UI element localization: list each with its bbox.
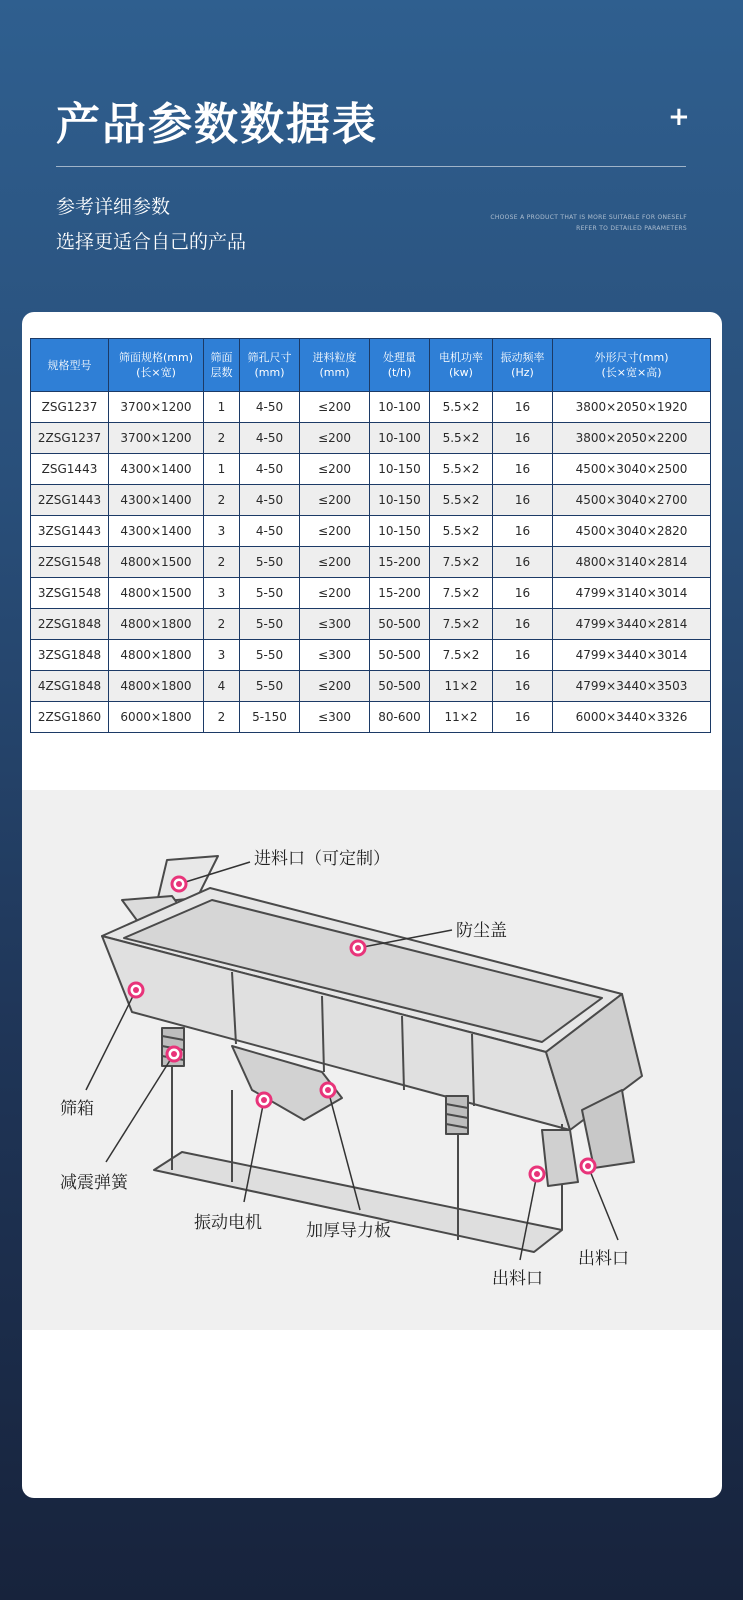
table-cell: 4799×3440×2814 [553, 609, 711, 640]
table-cell: 16 [493, 702, 553, 733]
header-line-2: (mm) [319, 366, 350, 379]
content-card [22, 312, 722, 1498]
table-header-cell [31, 339, 109, 392]
table-cell: 4300×1400 [109, 516, 204, 547]
header-line-2: (mm) [254, 366, 285, 379]
table-header-cell [553, 339, 711, 392]
subtitle-line-2: 选择更适合自己的产品 [56, 231, 247, 253]
table-cell: 4 [204, 671, 240, 702]
table-cell: 5-50 [240, 547, 300, 578]
table-cell: 3700×1200 [109, 423, 204, 454]
table-cell: 3ZSG1848 [31, 640, 109, 671]
table-cell: ZSG1443 [31, 454, 109, 485]
label-damping-spring: 减震弹簧 [60, 1173, 128, 1193]
table-header-cell [240, 339, 300, 392]
label-outlet-2: 出料口 [578, 1249, 629, 1269]
label-vibration-motor: 振动电机 [194, 1213, 262, 1233]
header-line-1: 筛面 [210, 351, 233, 364]
table-row [31, 671, 711, 702]
table-cell: 2 [204, 547, 240, 578]
table-header-cell [370, 339, 430, 392]
table-cell: 5.5×2 [430, 454, 493, 485]
header-divider [56, 166, 686, 167]
table-row [31, 423, 711, 454]
header-line-1: 处理量 [383, 351, 416, 364]
table-header-cell [493, 339, 553, 392]
table-cell: 10-150 [370, 485, 430, 516]
table-cell: 5-50 [240, 671, 300, 702]
table-cell: 16 [493, 485, 553, 516]
table-cell: 4799×3140×3014 [553, 578, 711, 609]
table-cell: 4800×1800 [109, 640, 204, 671]
header-line-1: 振动频率 [500, 351, 545, 364]
table-cell: ≤200 [300, 516, 370, 547]
table-cell: 2 [204, 423, 240, 454]
table-cell: 16 [493, 547, 553, 578]
table-cell: 4800×1800 [109, 671, 204, 702]
table-cell: 3700×1200 [109, 392, 204, 423]
table-row [31, 454, 711, 485]
table-cell: 5.5×2 [430, 516, 493, 547]
table-cell: ≤200 [300, 671, 370, 702]
table-cell: 2ZSG1548 [31, 547, 109, 578]
header-line-1: 外形尺寸(mm) [594, 351, 669, 364]
table-cell: ≤200 [300, 547, 370, 578]
table-cell: 10-100 [370, 423, 430, 454]
table-cell: ≤200 [300, 578, 370, 609]
header-line-2: (长×宽) [136, 366, 176, 379]
table-cell: 16 [493, 609, 553, 640]
table-header-cell [430, 339, 493, 392]
table-cell: ≤200 [300, 423, 370, 454]
table-cell: 6000×3440×3326 [553, 702, 711, 733]
header-line-1: 筛孔尺寸 [247, 351, 292, 364]
table-cell: 3800×2050×1920 [553, 392, 711, 423]
table-row [31, 547, 711, 578]
table-cell: ≤300 [300, 640, 370, 671]
table-cell: 7.5×2 [430, 609, 493, 640]
plus-icon[interactable]: + [668, 102, 690, 132]
subtitle [56, 190, 246, 260]
table-cell: 4ZSG1848 [31, 671, 109, 702]
table-cell: 3 [204, 640, 240, 671]
table-cell: 10-150 [370, 454, 430, 485]
table-cell: 4300×1400 [109, 454, 204, 485]
table-cell: 80-600 [370, 702, 430, 733]
table-cell: 1 [204, 454, 240, 485]
label-guide-plate: 加厚导力板 [306, 1221, 391, 1241]
outlet-chute-1 [542, 1130, 578, 1186]
table-cell: 2 [204, 485, 240, 516]
table-header-row [31, 339, 711, 392]
table-cell: 16 [493, 454, 553, 485]
table-cell: 5.5×2 [430, 392, 493, 423]
table-cell: 3ZSG1548 [31, 578, 109, 609]
table-cell: 15-200 [370, 547, 430, 578]
table-cell: 5-50 [240, 640, 300, 671]
table-cell: 50-500 [370, 640, 430, 671]
table-cell: 16 [493, 423, 553, 454]
parameter-table-wrap [30, 338, 710, 733]
header-line-2: (kw) [449, 366, 473, 379]
table-header-cell [300, 339, 370, 392]
table-cell: 4-50 [240, 485, 300, 516]
table-cell: 16 [493, 640, 553, 671]
header-line-1: 规格型号 [47, 358, 92, 372]
table-cell: 2ZSG1848 [31, 609, 109, 640]
subtitle-line-1: 参考详细参数 [56, 196, 171, 218]
table-cell: 3 [204, 578, 240, 609]
table-cell: 2 [204, 702, 240, 733]
header-line-2: 层数 [210, 366, 233, 379]
header-line-1: 进料粒度 [312, 351, 357, 364]
header-line-2: (长×宽×高) [601, 366, 662, 379]
table-cell: 4300×1400 [109, 485, 204, 516]
table-row [31, 609, 711, 640]
table-cell: 4799×3440×3014 [553, 640, 711, 671]
table-cell: 16 [493, 516, 553, 547]
table-cell: 10-150 [370, 516, 430, 547]
table-row [31, 702, 711, 733]
table-cell: 4800×3140×2814 [553, 547, 711, 578]
label-screen-box: 筛箱 [60, 1099, 94, 1119]
table-cell: 5-50 [240, 578, 300, 609]
table-cell: 5.5×2 [430, 485, 493, 516]
header-line-2: (Hz) [511, 366, 534, 379]
table-cell: 11×2 [430, 702, 493, 733]
table-cell: 2ZSG1237 [31, 423, 109, 454]
table-cell: 3 [204, 516, 240, 547]
header-line-1: 筛面规格(mm) [118, 351, 193, 364]
table-cell: 1 [204, 392, 240, 423]
table-cell: 4799×3440×3503 [553, 671, 711, 702]
table-cell: 4800×1500 [109, 547, 204, 578]
table-cell: 5-50 [240, 609, 300, 640]
table-row [31, 578, 711, 609]
table-cell: 5-150 [240, 702, 300, 733]
table-cell: 16 [493, 671, 553, 702]
table-cell: 15-200 [370, 578, 430, 609]
table-row [31, 640, 711, 671]
english-note-line-1: CHOOSE A PRODUCT THAT IS MORE SUITABLE FOR ONESELF [490, 214, 687, 221]
english-note [490, 212, 687, 234]
label-dust-cover: 防尘盖 [456, 921, 507, 941]
table-cell: 7.5×2 [430, 547, 493, 578]
table-cell: 4-50 [240, 454, 300, 485]
table-cell: 2ZSG1443 [31, 485, 109, 516]
english-note-line-2: REFER TO DETAILED PARAMETERS [576, 225, 687, 232]
header-line-1: 电机功率 [439, 351, 483, 364]
table-cell: 4-50 [240, 423, 300, 454]
parameter-table [30, 338, 711, 733]
table-cell: 7.5×2 [430, 640, 493, 671]
table-cell: 4500×3040×2700 [553, 485, 711, 516]
table-cell: ≤200 [300, 392, 370, 423]
label-feed-inlet: 进料口（可定制） [254, 849, 390, 869]
header-line-2: (t/h) [387, 366, 412, 379]
table-cell: 3ZSG1443 [31, 516, 109, 547]
table-row [31, 392, 711, 423]
table-cell: ZSG1237 [31, 392, 109, 423]
table-header-cell [204, 339, 240, 392]
table-cell: 4800×1500 [109, 578, 204, 609]
table-cell: 7.5×2 [430, 578, 493, 609]
table-header-cell [109, 339, 204, 392]
table-cell: 4500×3040×2500 [553, 454, 711, 485]
table-cell: 4-50 [240, 516, 300, 547]
diagram-area [22, 790, 722, 1330]
table-cell: 50-500 [370, 671, 430, 702]
table-cell: 6000×1800 [109, 702, 204, 733]
table-cell: 2 [204, 609, 240, 640]
table-cell: 16 [493, 578, 553, 609]
table-cell: ≤300 [300, 609, 370, 640]
table-cell: 16 [493, 392, 553, 423]
table-cell: ≤200 [300, 485, 370, 516]
table-cell: 4500×3040×2820 [553, 516, 711, 547]
table-cell: 4800×1800 [109, 609, 204, 640]
table-cell: 3800×2050×2200 [553, 423, 711, 454]
table-cell: 5.5×2 [430, 423, 493, 454]
table-cell: 2ZSG1860 [31, 702, 109, 733]
table-cell: 4-50 [240, 392, 300, 423]
table-cell: 10-100 [370, 392, 430, 423]
table-cell: ≤300 [300, 702, 370, 733]
page-title: 产品参数数据表 [56, 99, 378, 150]
table-row [31, 516, 711, 547]
table-cell: ≤200 [300, 454, 370, 485]
table-cell: 50-500 [370, 609, 430, 640]
label-outlet-1: 出料口 [492, 1269, 543, 1289]
table-row [31, 485, 711, 516]
table-cell: 11×2 [430, 671, 493, 702]
